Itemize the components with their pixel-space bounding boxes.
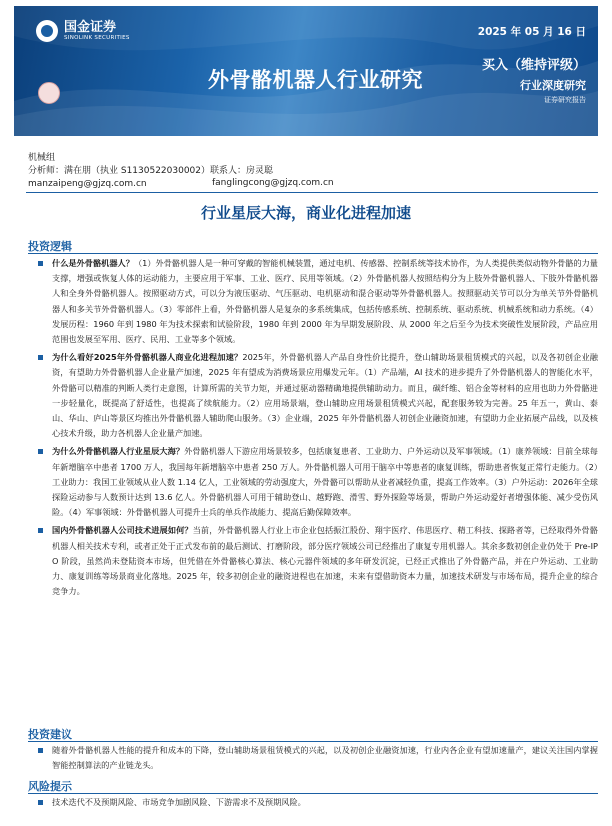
report-date: 2025 年 05 月 16 日: [477, 26, 586, 38]
analyst-line: 分析师：满在朋（执业 S1130522030002）联系人：房灵聪: [28, 166, 274, 176]
logo-english: SINOLINK SECURITIES: [64, 34, 130, 41]
item-text: 外骨骼机器人下游应用场景较多，包括康复患者、工业助力、户外运动以及军事领域。（1）康养领域：目前全球每年新增脑卒中患者 1700 万人，我国每年新增脑卒中患者 250 万人。外骨骼机器人可用于脑卒中等患者的康复训练，帮助患者恢复正常行走能力。（2）工业助力：我国工业领域从业人数 1.14 亿人，工业领域的劳动强度大，外骨骼可以帮助从业者减轻负重，提高工作效率。（3）户外运动：2026年全球探险运动参与人数预计达到 13.6 亿人。外骨骼机器人可用于辅助登山、越野跑、滑雪、野外探险等场景，帮助户外运动爱好者增强体能、减少受伤风险。（4）军事领域：外骨骼机器人可提升士兵的单兵作战能力、提高后勤保障效率。: [52, 446, 598, 518]
section-title-risk: 风险提示: [28, 780, 72, 793]
sector-group: 机械组: [28, 153, 56, 163]
logic-list: [32, 256, 598, 602]
section-divider: [28, 253, 598, 254]
company-logo: [36, 20, 130, 42]
analyst-email[interactable]: manzaipeng@gjzq.com.cn: [28, 179, 147, 189]
report-subtype: 证券研究报告: [544, 96, 586, 104]
section-title-advice: 投资建议: [28, 728, 72, 741]
advice-list: [32, 743, 598, 776]
item-question: 什么是外骨骼机器人？: [52, 258, 134, 268]
item-text: 随着外骨骼机器人性能的提升和成本的下降，登山辅助场景租赁模式的兴起，以及初创企业融资加速，行业内各企业有望加速量产，建议关注国内掌握智能控制算法的产业链龙头。: [52, 745, 598, 771]
list-item: [32, 795, 598, 810]
list-item: [32, 523, 598, 599]
item-text: （1）外骨骼机器人是一种可穿戴的智能机械装置，通过电机、传感器、控制系统等技术协作，为人类提供类似动物外骨骼的力量支撑，增强或恢复人体的运动能力，主要应用于军事、工业、医疗、民用等领域。（2）外骨骼机器人按照结构分为上肢外骨骼机器人、下肢外骨骼机器人和全身外骨骼机器人。按照驱动方式，可以分为液压驱动、气压驱动、电机驱动和混合驱动等外骨骼机器人。按照驱动关节可以分为单关节外骨骼机器人和多关节外骨骼机器人。（3）零部件上看，外骨骼机器人是复杂的多系统集成，包括传感系统、控制系统、驱动系统、机械系统和动力系统。（4）发展历程：1960 年到 1980 年为技术探索和试验阶段，1980 年到 2000 年为早期发展阶段、从 2000 年之后至今为技术突破性发展阶段，产品应用范围也发展至军用、医疗、民用、工业等多个领域。: [52, 258, 598, 345]
section-title-logic: 投资逻辑: [28, 240, 72, 253]
bullet-icon: [38, 449, 43, 454]
section-divider: [28, 793, 598, 794]
item-question: 国内外骨骼机器人公司技术进展如何？: [52, 525, 193, 536]
logo-name: 国金证券: [64, 19, 117, 35]
bullet-icon: [38, 800, 43, 805]
list-item: [32, 444, 598, 520]
divider: [26, 192, 598, 193]
rating: 买入（维持评级）: [481, 58, 586, 73]
item-text: 2025年，外骨骼机器人产品自身性价比提升，登山辅助场景租赁模式的兴起，以及各初创企业融资，有望助力外骨骼机器人企业量产加速，2025 年有望成为消费场景应用爆发元年。（1）产品端，AI 技术的进步提升了外骨骼机器人的智能化水平，外骨骼可以精准的判断人类行走意图，计算所需的关节力矩，并通过驱动器精确地提供辅助动力。而且，碳纤维、铝合金等材料的应用也助力外骨骼进一步轻量化，既提高了舒适性，也提高了续航能力。（2）应用场景端，登山辅助应用场景租赁模式兴起，配套服务较为完善。25 年五一，黄山、泰山、华山、庐山等景区均推出外骨骼机器人辅助爬山服务。（3）企业端，2025 年外骨骼机器人初创企业融资加速，有望助力企业拓展产品线，以及核心技术升级，助力各机器人企业量产加速。: [52, 352, 598, 439]
bullet-icon: [38, 261, 43, 266]
cover-banner: [14, 6, 598, 136]
headline: 行业星辰大海，商业化进程加速: [200, 204, 411, 222]
bullet-icon: [38, 355, 43, 360]
risk-list: [32, 795, 598, 813]
report-type: 行业深度研究: [520, 79, 586, 92]
list-item: [32, 743, 598, 773]
item-question: 为什么看好2025年外骨骼机器人商业化进程加速？: [52, 352, 243, 363]
contact-email[interactable]: fanglingcong@gjzq.com.cn: [212, 178, 334, 188]
section-divider: [28, 741, 598, 742]
list-item: [32, 256, 598, 347]
bullet-icon: [38, 748, 43, 753]
item-question: 为什么外骨骼机器人行业星辰大海？: [52, 446, 185, 457]
item-text: 技术迭代不及预期风险、市场竞争加剧风险、下游需求不及预期风险。: [52, 797, 306, 807]
bullet-icon: [38, 528, 43, 533]
report-title: 外骨骼机器人行业研究: [208, 68, 423, 92]
item-text: 当前，外骨骼机器人行业上市企业包括振江股份、翔宇医疗、伟思医疗、精工科技、探路者等，已经取得外骨骼机器人相关技术专利，或者正处于正式发布前的最后测试、打磨阶段，部分医疗领域公司已经推出了康复专用机器人。其余多数初创企业仍处于 Pre-IPO 阶段，虽然尚未登陆资本市场，但凭借在外骨骼核心算法、核心元器件领域的多年研发沉淀，已经正式推出了外骨骼产品，并在户外运动、工业助力、康复训练等场景商业化落地。2025 年，较多初创企业的融资进程也在加速，未来有望借助资本力量，加速技术研发与市场布局，提升企业的综合竞争力。: [52, 525, 598, 597]
list-item: [32, 350, 598, 441]
logo-icon: [36, 20, 58, 42]
seal-icon: [38, 82, 60, 104]
